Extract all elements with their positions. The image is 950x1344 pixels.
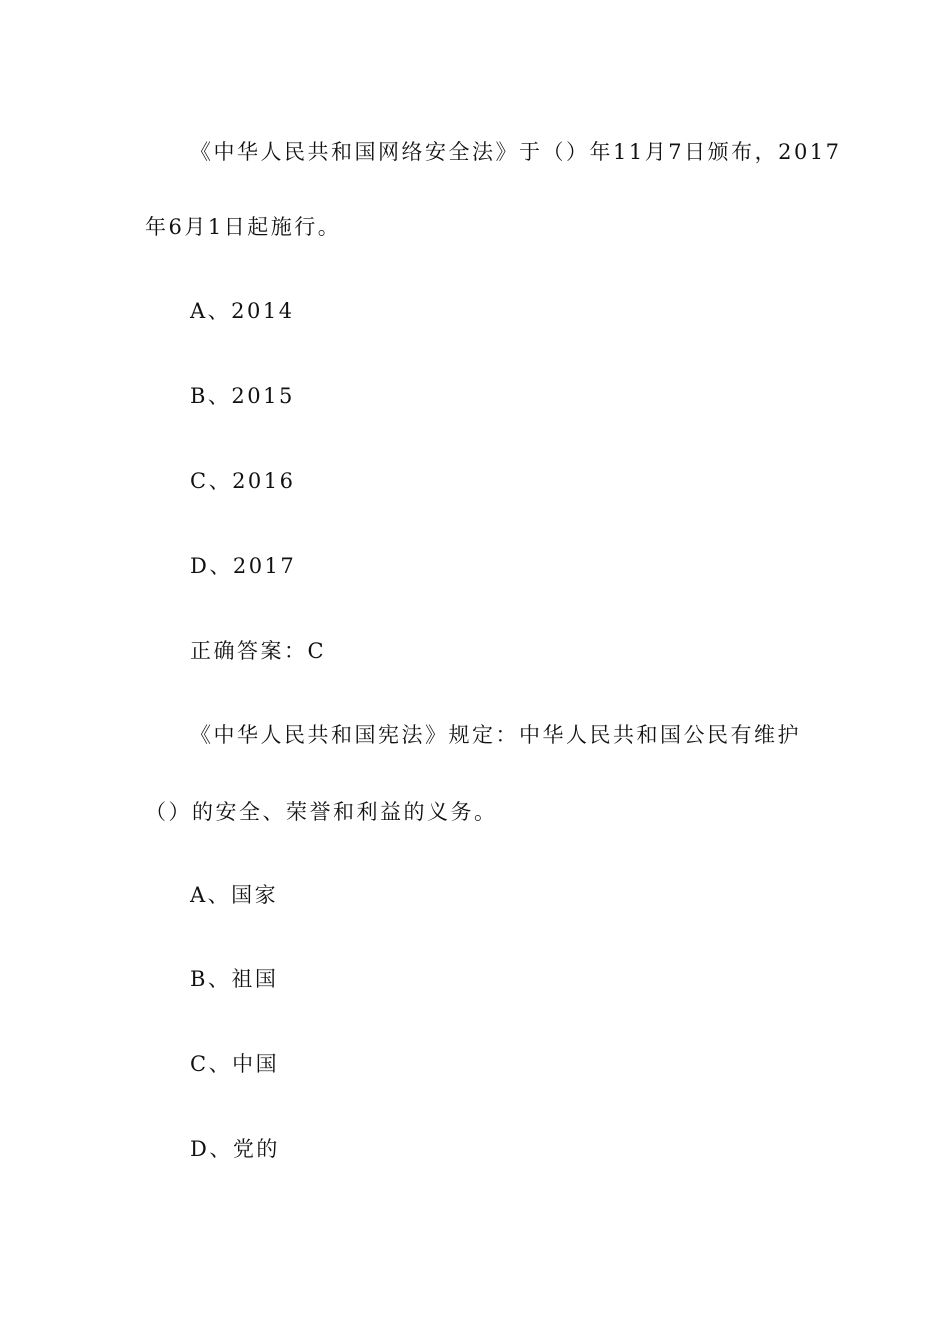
question-1-option-b: B、2015 [190, 384, 295, 408]
question-1-answer: 正确答案：C [190, 639, 327, 663]
question-2-option-c: C、中国 [190, 1052, 280, 1076]
question-2-option-d: D、党的 [190, 1137, 280, 1161]
question-2-stem-line-2: （）的安全、荣誉和利益的义务。 [145, 800, 498, 824]
question-1-option-a: A、2014 [190, 299, 295, 323]
question-1-stem-line-2: 年6月1日起施行。 [145, 215, 342, 239]
question-1-stem-line-1: 《中华人民共和国网络安全法》于（）年11月7日颁布，2017 [190, 140, 842, 164]
question-1-option-c: C、2016 [190, 469, 296, 493]
question-2-option-b: B、祖国 [190, 967, 279, 991]
question-1-option-d: D、2017 [190, 554, 297, 578]
question-2-option-a: A、国家 [190, 883, 279, 907]
question-2-stem-line-1: 《中华人民共和国宪法》规定：中华人民共和国公民有维护 [190, 723, 801, 747]
